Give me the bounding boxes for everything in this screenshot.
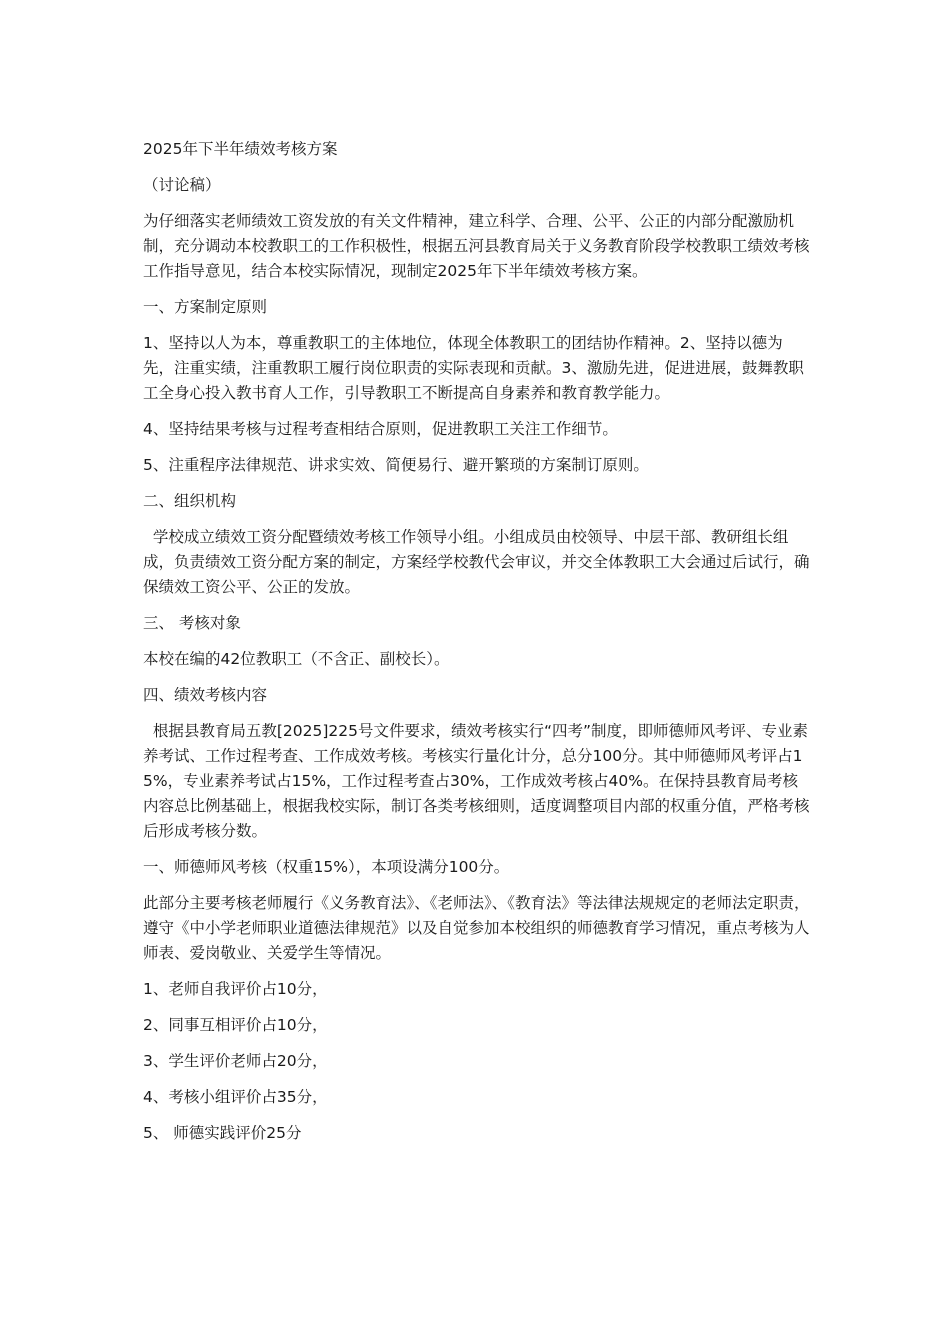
- section-heading: 二、组织机构: [143, 492, 237, 510]
- paragraph: 4、坚持结果考核与过程考查相结合原则，促进教职工关注工作细节。: [143, 420, 618, 438]
- paragraph: 学校成立绩效工资分配暨绩效考核工作领导小组。小组成员由校领导、中层干部、教研组长组成，负责绩效工资分配方案的制定，方案经学校教代会审议，并交全体教职工大会通过后试行，确保绩效工资公平、公正的发放。: [143, 528, 810, 596]
- list-item: 1、老师自我评价占10分，: [143, 980, 328, 998]
- document-title: 2025年下半年绩效考核方案: [143, 140, 338, 158]
- paragraph: 本校在编的42位教职工（不含正、副校长）。: [143, 650, 450, 668]
- section-heading: 一、方案制定原则: [143, 298, 268, 316]
- subsection-heading: 一、师德师风考核（权重15%），本项设满分100分。: [143, 858, 510, 876]
- intro-paragraph: 为仔细落实老师绩效工资发放的有关文件精神，建立科学、合理、公平、公正的内部分配激励机制，充分调动本校教职工的工作积极性，根据五河县教育局关于义务教育阶段学校教职工绩效考核工作指导意见，结合本校实际情况，现制定2025年下半年绩效考核方案。: [143, 212, 810, 280]
- list-item: 4、考核小组评价占35分，: [143, 1088, 328, 1106]
- paragraph: 根据县教育局五教[2025]225号文件要求，绩效考核实行“四考”制度，即师德师风考评、专业素养考试、工作过程考查、工作成效考核。考核实行量化计分，总分100分。其中师德师风考评占15%，专业素养考试占15%，工作过程考查占30%，工作成效考核占40%。在保持县教育局考核内容总比例基础上，根据我校实际，制订各类考核细则，适度调整项目内部的权重分值，严格考核后形成考核分数。: [143, 722, 810, 840]
- list-item: 5、 师德实践评价25分: [143, 1124, 302, 1142]
- section-heading: 四、绩效考核内容: [143, 686, 268, 704]
- document-body: [143, 128, 811, 1157]
- paragraph: 此部分主要考核老师履行《义务教育法》、《老师法》、《教育法》等法律法规规定的老师法定职责，遵守《中小学老师职业道德法律规范》以及自觉参加本校组织的师德教育学习情况，重点考核为人师表、爱岗敬业、关爱学生等情况。: [143, 894, 810, 962]
- document-subtitle: （讨论稿）: [143, 176, 221, 194]
- paragraph: 5、注重程序法律规范、讲求实效、简便易行、避开繁琐的方案制订原则。: [143, 456, 649, 474]
- paragraph: 1、坚持以人为本，尊重教职工的主体地位，体现全体教职工的团结协作精神。2、坚持以德为先，注重实绩，注重教职工履行岗位职责的实际表现和贡献。3、激励先进，促进进展，鼓舞教职工全身心投入教书育人工作，引导教职工不断提高自身素养和教育教学能力。: [143, 334, 804, 402]
- list-item: 3、学生评价老师占20分，: [143, 1052, 328, 1070]
- section-heading: 三、 考核对象: [143, 614, 241, 632]
- list-item: 2、同事互相评价占10分，: [143, 1016, 328, 1034]
